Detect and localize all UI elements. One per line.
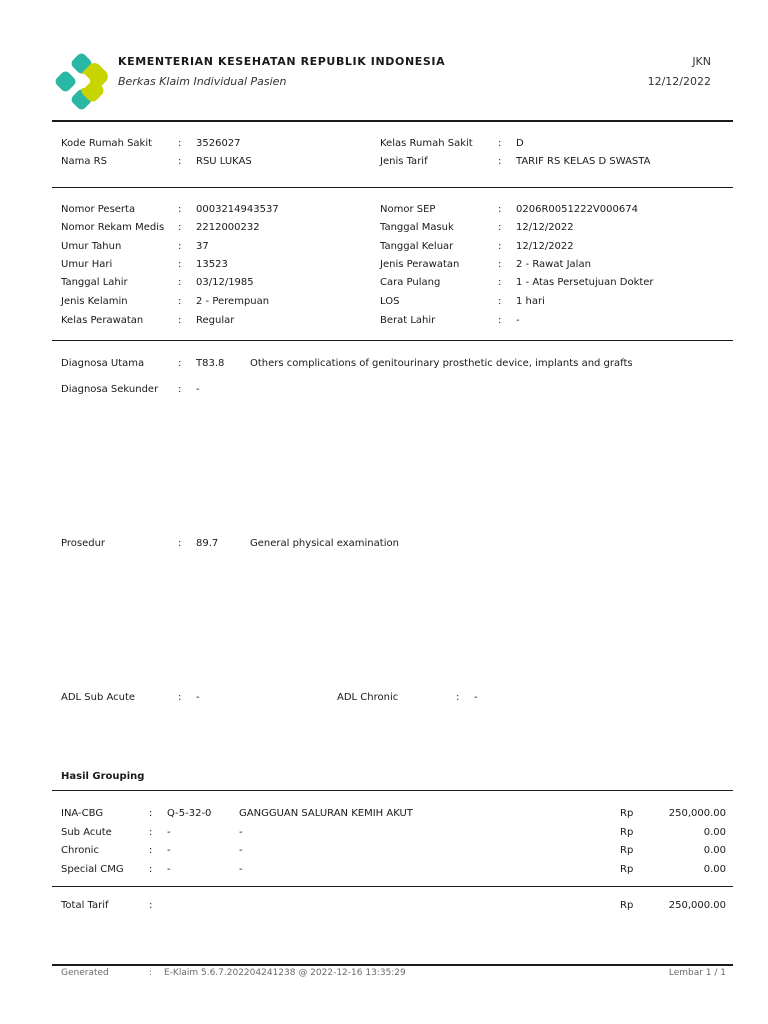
grouping-row-label: Special CMG	[61, 864, 124, 875]
patient-field-label: Umur Hari	[61, 259, 113, 270]
patient-field-value: 0206R0051222V000674	[516, 204, 638, 215]
colon: :	[498, 315, 502, 326]
colon: :	[178, 538, 182, 549]
patient-field-value: 1 hari	[516, 296, 545, 307]
colon: :	[149, 900, 153, 911]
colon: :	[178, 259, 182, 270]
colon: :	[498, 241, 502, 252]
patient-field-label: Jenis Kelamin	[61, 296, 128, 307]
colon: :	[149, 968, 153, 978]
colon: :	[149, 827, 153, 838]
patient-field-label: Umur Tahun	[61, 241, 122, 252]
patient-field-label: Jenis Perawatan	[380, 259, 460, 270]
grouping-row-currency: Rp	[620, 827, 634, 838]
grouping-row-currency: Rp	[620, 864, 634, 875]
grouping-row-currency: Rp	[620, 808, 634, 819]
colon: :	[498, 222, 502, 233]
patient-field-value: 12/12/2022	[516, 241, 574, 252]
patient-field-value: 2 - Rawat Jalan	[516, 259, 591, 270]
adl-sub-acute-value: -	[196, 692, 200, 703]
patient-field-label: Tanggal Masuk	[380, 222, 454, 233]
program-label: JKN	[692, 55, 711, 68]
section-divider	[52, 886, 733, 887]
section-divider	[52, 340, 733, 341]
patient-field-value: 2212000232	[196, 222, 260, 233]
adl-sub-acute-label: ADL Sub Acute	[61, 692, 136, 703]
grouping-row-currency: Rp	[620, 845, 634, 856]
colon: :	[178, 315, 182, 326]
grouping-row-description: -	[239, 864, 243, 875]
patient-field-value: 13523	[196, 259, 228, 270]
colon: :	[498, 156, 502, 167]
colon: :	[498, 296, 502, 307]
patient-field-label: Cara Pulang	[380, 277, 441, 288]
document-date: 12/12/2022	[647, 75, 711, 88]
grouping-row-code: -	[167, 845, 171, 856]
patient-field-label: Nomor SEP	[380, 204, 436, 215]
page-number: Lembar 1 / 1	[668, 968, 726, 978]
patient-field-label: Nomor Rekam Medis	[61, 222, 165, 233]
patient-field-label: Kelas Perawatan	[61, 315, 144, 326]
colon: :	[498, 277, 502, 288]
hospital-name-value: RSU LUKAS	[196, 156, 252, 167]
patient-field-value: 0003214943537	[196, 204, 279, 215]
patient-field-value: 1 - Atas Persetujuan Dokter	[516, 277, 654, 288]
grouping-title: Hasil Grouping	[61, 771, 145, 782]
footer-divider	[52, 964, 733, 966]
patient-field-label: Tanggal Keluar	[380, 241, 454, 252]
total-tariff-amount: 250,000.00	[668, 900, 726, 911]
colon: :	[178, 204, 182, 215]
grouping-row-description: -	[239, 827, 243, 838]
grouping-row-label: INA-CBG	[61, 808, 104, 819]
colon: :	[149, 845, 153, 856]
secondary-diagnosis-label: Diagnosa Sekunder	[61, 384, 159, 395]
primary-diagnosis-code: T83.8	[196, 358, 225, 369]
grouping-row-amount: 0.00	[703, 864, 726, 875]
patient-field-value: 03/12/1985	[196, 277, 254, 288]
generated-label: Generated	[61, 968, 109, 978]
primary-diagnosis-description: Others complications of genitourinary prosthetic device, implants and grafts	[250, 358, 633, 369]
colon: :	[178, 358, 182, 369]
colon: :	[498, 204, 502, 215]
patient-field-label: LOS	[380, 296, 400, 307]
grouping-row-label: Chronic	[61, 845, 99, 856]
total-tariff-currency: Rp	[620, 900, 634, 911]
hospital-name-label: Nama RS	[61, 156, 107, 167]
primary-diagnosis-label: Diagnosa Utama	[61, 358, 145, 369]
procedure-label: Prosedur	[61, 538, 106, 549]
ministry-logo	[55, 53, 109, 111]
colon: :	[149, 864, 153, 875]
grouping-row-code: Q-5-32-0	[167, 808, 212, 819]
colon: :	[178, 241, 182, 252]
grouping-row-description: -	[239, 845, 243, 856]
patient-field-value: Regular	[196, 315, 235, 326]
grouping-row-amount: 0.00	[703, 827, 726, 838]
colon: :	[456, 692, 460, 703]
colon: :	[178, 277, 182, 288]
grouping-row-amount: 250,000.00	[668, 808, 726, 819]
section-divider	[52, 790, 733, 791]
colon: :	[178, 222, 182, 233]
hospital-code-label: Kode Rumah Sakit	[61, 138, 153, 149]
grouping-row-code: -	[167, 827, 171, 838]
grouping-row-label: Sub Acute	[61, 827, 112, 838]
colon: :	[498, 138, 502, 149]
tariff-type-value: TARIF RS KELAS D SWASTA	[516, 156, 651, 167]
grouping-row-code: -	[167, 864, 171, 875]
total-tariff-label: Total Tarif	[61, 900, 109, 911]
tariff-type-label: Jenis Tarif	[380, 156, 428, 167]
patient-field-value: -	[516, 315, 520, 326]
patient-field-label: Berat Lahir	[380, 315, 436, 326]
colon: :	[178, 384, 182, 395]
colon: :	[178, 138, 182, 149]
procedure-description: General physical examination	[250, 538, 399, 549]
hospital-code-value: 3526027	[196, 138, 241, 149]
colon: :	[149, 808, 153, 819]
secondary-diagnosis-value: -	[196, 384, 200, 395]
hospital-class-value: D	[516, 138, 524, 149]
adl-chronic-value: -	[474, 692, 478, 703]
colon: :	[178, 296, 182, 307]
generated-info: E-Klaim 5.6.7.202204241238 @ 2022-12-16 13:35:29	[164, 968, 406, 978]
patient-field-value: 2 - Perempuan	[196, 296, 270, 307]
procedure-code: 89.7	[196, 538, 219, 549]
section-divider	[52, 187, 733, 188]
colon: :	[178, 156, 182, 167]
patient-field-label: Tanggal Lahir	[61, 277, 128, 288]
ministry-title: KEMENTERIAN KESEHATAN REPUBLIK INDONESIA	[118, 55, 446, 68]
colon: :	[498, 259, 502, 270]
patient-field-value: 37	[196, 241, 209, 252]
colon: :	[178, 692, 182, 703]
adl-chronic-label: ADL Chronic	[337, 692, 399, 703]
hospital-class-label: Kelas Rumah Sakit	[380, 138, 473, 149]
patient-field-value: 12/12/2022	[516, 222, 574, 233]
grouping-row-amount: 0.00	[703, 845, 726, 856]
header-divider	[52, 120, 733, 122]
patient-field-label: Nomor Peserta	[61, 204, 136, 215]
grouping-row-description: GANGGUAN SALURAN KEMIH AKUT	[239, 808, 413, 819]
document-subtitle: Berkas Klaim Individual Pasien	[118, 75, 287, 88]
